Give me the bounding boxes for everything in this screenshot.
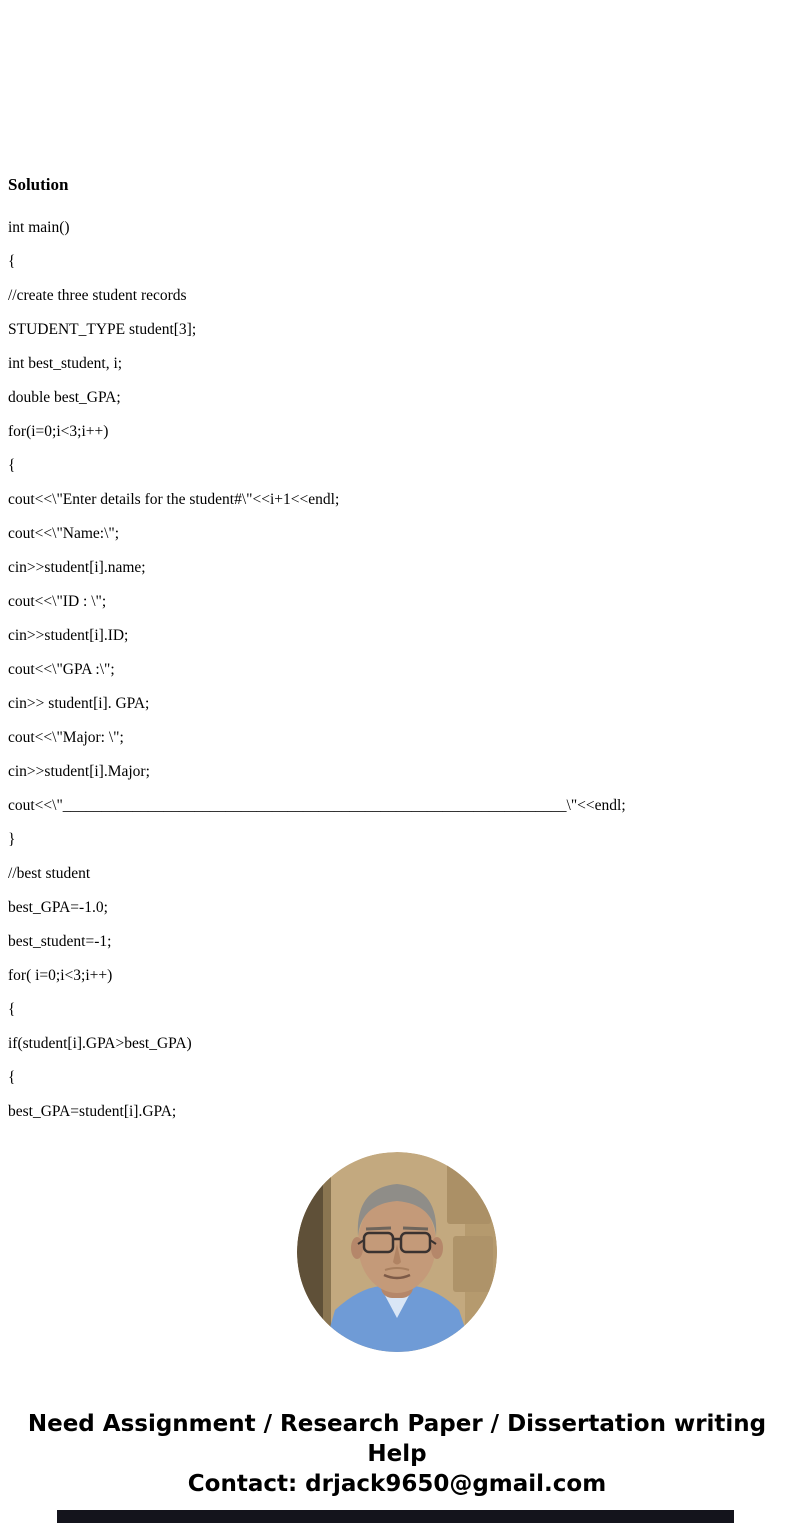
footer-help-block	[27, 1409, 767, 1499]
code-line: //best student	[8, 865, 91, 882]
code-line: cin>> student[i]. GPA;	[8, 695, 150, 712]
code-line: }	[8, 831, 16, 848]
code-line: double best_GPA;	[8, 389, 121, 406]
code-line: cin>>student[i].ID;	[8, 627, 129, 644]
code-line: for( i=0;i<3;i++)	[8, 967, 113, 984]
footer-help-text: Need Assignment / Research Paper / Dissertation writing Help	[27, 1411, 767, 1467]
bottom-bar	[57, 1510, 734, 1523]
footer-contact-text: Contact: drjack9650@gmail.com	[187, 1471, 607, 1497]
code-line: int main()	[8, 219, 70, 236]
code-line: {	[8, 253, 16, 270]
code-line: cout<<\"Enter details for the student#\"<<i+1<<endl;	[8, 491, 340, 508]
code-line: cout<<\"GPA :\";	[8, 661, 115, 678]
code-line: best_GPA=-1.0;	[8, 899, 108, 916]
code-line: {	[8, 1069, 16, 1086]
code-line: cin>>student[i].name;	[8, 559, 146, 576]
code-line: //create three student records	[8, 287, 187, 304]
code-line: if(student[i].GPA>best_GPA)	[8, 1035, 192, 1052]
code-line: STUDENT_TYPE student[3];	[8, 321, 197, 338]
code-line: cout<<\"Major: \";	[8, 729, 124, 746]
code-line: cout<<\"_________________________________________________________________\"<<endl;	[8, 797, 626, 814]
profile-photo-container	[0, 1152, 794, 1357]
profile-photo	[297, 1152, 497, 1352]
code-line: best_GPA=student[i].GPA;	[8, 1103, 177, 1120]
code-line: for(i=0;i<3;i++)	[8, 423, 109, 440]
code-line: cout<<\"Name:\";	[8, 525, 120, 542]
solution-heading: Solution	[8, 175, 69, 194]
code-line: best_student=-1;	[8, 933, 112, 950]
code-line: cout<<\"ID : \";	[8, 593, 107, 610]
code-line: cin>>student[i].Major;	[8, 763, 150, 780]
code-line: {	[8, 1001, 16, 1018]
code-line: int best_student, i;	[8, 355, 123, 372]
person-avatar-icon	[297, 1152, 497, 1352]
code-line: {	[8, 457, 16, 474]
